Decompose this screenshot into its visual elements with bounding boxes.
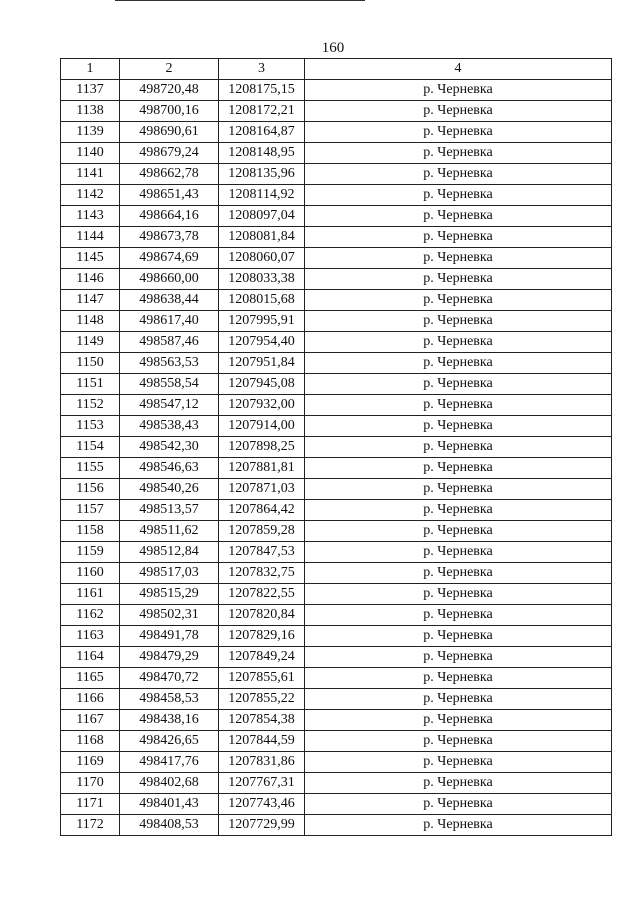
x-coordinate-cell: 498491,78 xyxy=(120,626,219,647)
x-coordinate-cell: 498679,24 xyxy=(120,143,219,164)
y-coordinate-cell: 1207954,40 xyxy=(219,332,305,353)
y-coordinate-cell: 1208097,04 xyxy=(219,206,305,227)
point-number-cell: 1163 xyxy=(61,626,120,647)
point-number-cell: 1145 xyxy=(61,248,120,269)
x-coordinate-cell: 498660,00 xyxy=(120,269,219,290)
table-row xyxy=(61,584,612,605)
y-coordinate-cell: 1207951,84 xyxy=(219,353,305,374)
table-row xyxy=(61,206,612,227)
table-row xyxy=(61,332,612,353)
x-coordinate-cell: 498546,63 xyxy=(120,458,219,479)
y-coordinate-cell: 1208172,21 xyxy=(219,101,305,122)
x-coordinate-cell: 498408,53 xyxy=(120,815,219,836)
y-coordinate-cell: 1207898,25 xyxy=(219,437,305,458)
point-number-cell: 1144 xyxy=(61,227,120,248)
y-coordinate-cell: 1207844,59 xyxy=(219,731,305,752)
point-number-cell: 1172 xyxy=(61,815,120,836)
description-cell: р. Черневка xyxy=(305,353,612,374)
x-coordinate-cell: 498458,53 xyxy=(120,689,219,710)
table-row xyxy=(61,500,612,521)
y-coordinate-cell: 1207871,03 xyxy=(219,479,305,500)
x-coordinate-cell: 498512,84 xyxy=(120,542,219,563)
column-header-1: 1 xyxy=(61,59,120,80)
x-coordinate-cell: 498547,12 xyxy=(120,395,219,416)
y-coordinate-cell: 1207864,42 xyxy=(219,500,305,521)
description-cell: р. Черневка xyxy=(305,206,612,227)
point-number-cell: 1139 xyxy=(61,122,120,143)
x-coordinate-cell: 498540,26 xyxy=(120,479,219,500)
table-row xyxy=(61,143,612,164)
description-cell: р. Черневка xyxy=(305,794,612,815)
table-row xyxy=(61,437,612,458)
x-coordinate-cell: 498662,78 xyxy=(120,164,219,185)
column-header-3: 3 xyxy=(219,59,305,80)
table-row xyxy=(61,248,612,269)
description-cell: р. Черневка xyxy=(305,143,612,164)
x-coordinate-cell: 498638,44 xyxy=(120,290,219,311)
description-cell: р. Черневка xyxy=(305,542,612,563)
y-coordinate-cell: 1208033,38 xyxy=(219,269,305,290)
point-number-cell: 1143 xyxy=(61,206,120,227)
point-number-cell: 1171 xyxy=(61,794,120,815)
x-coordinate-cell: 498617,40 xyxy=(120,311,219,332)
y-coordinate-cell: 1207767,31 xyxy=(219,773,305,794)
description-cell: р. Черневка xyxy=(305,584,612,605)
description-cell: р. Черневка xyxy=(305,500,612,521)
point-number-cell: 1146 xyxy=(61,269,120,290)
x-coordinate-cell: 498470,72 xyxy=(120,668,219,689)
point-number-cell: 1149 xyxy=(61,332,120,353)
point-number-cell: 1140 xyxy=(61,143,120,164)
x-coordinate-cell: 498511,62 xyxy=(120,521,219,542)
point-number-cell: 1156 xyxy=(61,479,120,500)
point-number-cell: 1165 xyxy=(61,668,120,689)
description-cell: р. Черневка xyxy=(305,248,612,269)
y-coordinate-cell: 1207914,00 xyxy=(219,416,305,437)
description-cell: р. Черневка xyxy=(305,164,612,185)
table-row xyxy=(61,353,612,374)
y-coordinate-cell: 1207945,08 xyxy=(219,374,305,395)
point-number-cell: 1148 xyxy=(61,311,120,332)
point-number-cell: 1167 xyxy=(61,710,120,731)
table-row xyxy=(61,311,612,332)
y-coordinate-cell: 1207743,46 xyxy=(219,794,305,815)
y-coordinate-cell: 1207831,86 xyxy=(219,752,305,773)
description-cell: р. Черневка xyxy=(305,227,612,248)
y-coordinate-cell: 1207822,55 xyxy=(219,584,305,605)
table-row xyxy=(61,101,612,122)
description-cell: р. Черневка xyxy=(305,395,612,416)
table-row xyxy=(61,710,612,731)
y-coordinate-cell: 1207820,84 xyxy=(219,605,305,626)
x-coordinate-cell: 498673,78 xyxy=(120,227,219,248)
description-cell: р. Черневка xyxy=(305,437,612,458)
y-coordinate-cell: 1207881,81 xyxy=(219,458,305,479)
top-rule xyxy=(115,0,365,1)
y-coordinate-cell: 1207729,99 xyxy=(219,815,305,836)
description-cell: р. Черневка xyxy=(305,815,612,836)
table-body xyxy=(61,80,612,836)
table-row xyxy=(61,773,612,794)
x-coordinate-cell: 498517,03 xyxy=(120,563,219,584)
table-row xyxy=(61,185,612,206)
y-coordinate-cell: 1207855,22 xyxy=(219,689,305,710)
table-row xyxy=(61,395,612,416)
table-row xyxy=(61,269,612,290)
table-row xyxy=(61,752,612,773)
table-row xyxy=(61,80,612,101)
point-number-cell: 1162 xyxy=(61,605,120,626)
table-row xyxy=(61,521,612,542)
table-row xyxy=(61,815,612,836)
x-coordinate-cell: 498417,76 xyxy=(120,752,219,773)
point-number-cell: 1152 xyxy=(61,395,120,416)
description-cell: р. Черневка xyxy=(305,290,612,311)
column-header-4: 4 xyxy=(305,59,612,80)
table-row xyxy=(61,290,612,311)
x-coordinate-cell: 498513,57 xyxy=(120,500,219,521)
x-coordinate-cell: 498587,46 xyxy=(120,332,219,353)
description-cell: р. Черневка xyxy=(305,626,612,647)
point-number-cell: 1155 xyxy=(61,458,120,479)
y-coordinate-cell: 1207849,24 xyxy=(219,647,305,668)
point-number-cell: 1142 xyxy=(61,185,120,206)
y-coordinate-cell: 1207854,38 xyxy=(219,710,305,731)
y-coordinate-cell: 1207847,53 xyxy=(219,542,305,563)
description-cell: р. Черневка xyxy=(305,332,612,353)
description-cell: р. Черневка xyxy=(305,311,612,332)
point-number-cell: 1137 xyxy=(61,80,120,101)
description-cell: р. Черневка xyxy=(305,458,612,479)
description-cell: р. Черневка xyxy=(305,731,612,752)
y-coordinate-cell: 1207829,16 xyxy=(219,626,305,647)
x-coordinate-cell: 498402,68 xyxy=(120,773,219,794)
description-cell: р. Черневка xyxy=(305,521,612,542)
description-cell: р. Черневка xyxy=(305,647,612,668)
table-row xyxy=(61,164,612,185)
point-number-cell: 1168 xyxy=(61,731,120,752)
description-cell: р. Черневка xyxy=(305,605,612,626)
y-coordinate-cell: 1208135,96 xyxy=(219,164,305,185)
x-coordinate-cell: 498690,61 xyxy=(120,122,219,143)
table-row xyxy=(61,689,612,710)
x-coordinate-cell: 498538,43 xyxy=(120,416,219,437)
y-coordinate-cell: 1208164,87 xyxy=(219,122,305,143)
x-coordinate-cell: 498563,53 xyxy=(120,353,219,374)
point-number-cell: 1166 xyxy=(61,689,120,710)
x-coordinate-cell: 498502,31 xyxy=(120,605,219,626)
description-cell: р. Черневка xyxy=(305,668,612,689)
description-cell: р. Черневка xyxy=(305,689,612,710)
table-row xyxy=(61,416,612,437)
coordinates-table xyxy=(60,58,612,836)
x-coordinate-cell: 498515,29 xyxy=(120,584,219,605)
y-coordinate-cell: 1207932,00 xyxy=(219,395,305,416)
point-number-cell: 1154 xyxy=(61,437,120,458)
description-cell: р. Черневка xyxy=(305,80,612,101)
description-cell: р. Черневка xyxy=(305,773,612,794)
table-row xyxy=(61,668,612,689)
y-coordinate-cell: 1208081,84 xyxy=(219,227,305,248)
point-number-cell: 1151 xyxy=(61,374,120,395)
y-coordinate-cell: 1208114,92 xyxy=(219,185,305,206)
y-coordinate-cell: 1208148,95 xyxy=(219,143,305,164)
point-number-cell: 1159 xyxy=(61,542,120,563)
point-number-cell: 1150 xyxy=(61,353,120,374)
x-coordinate-cell: 498438,16 xyxy=(120,710,219,731)
x-coordinate-cell: 498542,30 xyxy=(120,437,219,458)
table-row xyxy=(61,542,612,563)
x-coordinate-cell: 498700,16 xyxy=(120,101,219,122)
point-number-cell: 1160 xyxy=(61,563,120,584)
page-number: 160 xyxy=(321,40,345,56)
x-coordinate-cell: 498664,16 xyxy=(120,206,219,227)
description-cell: р. Черневка xyxy=(305,563,612,584)
description-cell: р. Черневка xyxy=(305,185,612,206)
y-coordinate-cell: 1207859,28 xyxy=(219,521,305,542)
y-coordinate-cell: 1208015,68 xyxy=(219,290,305,311)
description-cell: р. Черневка xyxy=(305,416,612,437)
y-coordinate-cell: 1207995,91 xyxy=(219,311,305,332)
y-coordinate-cell: 1207855,61 xyxy=(219,668,305,689)
x-coordinate-cell: 498674,69 xyxy=(120,248,219,269)
description-cell: р. Черневка xyxy=(305,122,612,143)
x-coordinate-cell: 498426,65 xyxy=(120,731,219,752)
table-row xyxy=(61,458,612,479)
description-cell: р. Черневка xyxy=(305,374,612,395)
table-header-row xyxy=(61,59,612,80)
x-coordinate-cell: 498651,43 xyxy=(120,185,219,206)
point-number-cell: 1169 xyxy=(61,752,120,773)
description-cell: р. Черневка xyxy=(305,752,612,773)
point-number-cell: 1161 xyxy=(61,584,120,605)
table-row xyxy=(61,605,612,626)
x-coordinate-cell: 498558,54 xyxy=(120,374,219,395)
point-number-cell: 1158 xyxy=(61,521,120,542)
x-coordinate-cell: 498479,29 xyxy=(120,647,219,668)
x-coordinate-cell: 498720,48 xyxy=(120,80,219,101)
y-coordinate-cell: 1208060,07 xyxy=(219,248,305,269)
point-number-cell: 1147 xyxy=(61,290,120,311)
x-coordinate-cell: 498401,43 xyxy=(120,794,219,815)
column-header-2: 2 xyxy=(120,59,219,80)
point-number-cell: 1153 xyxy=(61,416,120,437)
point-number-cell: 1164 xyxy=(61,647,120,668)
table-row xyxy=(61,374,612,395)
table-row xyxy=(61,647,612,668)
point-number-cell: 1138 xyxy=(61,101,120,122)
description-cell: р. Черневка xyxy=(305,479,612,500)
description-cell: р. Черневка xyxy=(305,101,612,122)
table-row xyxy=(61,626,612,647)
table-row xyxy=(61,227,612,248)
y-coordinate-cell: 1207832,75 xyxy=(219,563,305,584)
point-number-cell: 1170 xyxy=(61,773,120,794)
point-number-cell: 1141 xyxy=(61,164,120,185)
point-number-cell: 1157 xyxy=(61,500,120,521)
table-row xyxy=(61,563,612,584)
table-row xyxy=(61,731,612,752)
y-coordinate-cell: 1208175,15 xyxy=(219,80,305,101)
table-row xyxy=(61,479,612,500)
description-cell: р. Черневка xyxy=(305,269,612,290)
table-row xyxy=(61,122,612,143)
table-row xyxy=(61,794,612,815)
description-cell: р. Черневка xyxy=(305,710,612,731)
